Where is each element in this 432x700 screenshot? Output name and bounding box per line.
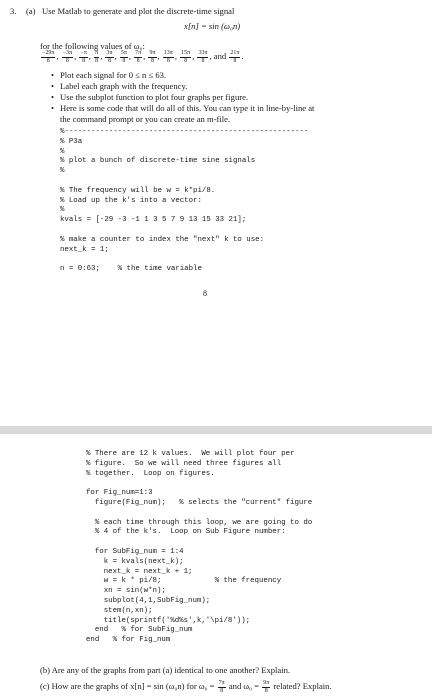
code-line: subplot(4,1,SubFig_num); [86,596,211,605]
omega-fraction: $\frac{-3\pi}{8}$ [62,50,73,64]
code-line: for SubFig_num = 1:4 [86,547,184,556]
and-word: , and [209,50,227,61]
code-line: kvals = [-29 -3 -1 1 3 5 7 9 13 15 33 21]; [60,216,247,225]
bullet-label: • Label each graph with the frequency. [60,81,187,92]
code-line: xn = sin(w*n); [86,587,166,596]
omega-fraction: $\frac{-29\pi}{8}$ [42,50,55,64]
code-line: % make a counter to index the "next" k to use: [60,235,265,244]
page-number: 8 [203,289,207,298]
code-line: % Load up the k's into a vector: [60,196,202,205]
code-line: end % for SubFig_num [86,626,193,635]
bullet-code-note: • Here is some code that will do all of this. You can type it in line-by-line at [60,103,314,114]
omega-fraction: $\frac{-\pi}{8}$ [80,50,87,64]
code-line: %------------------------------------------------------- [60,128,309,136]
omega-fraction: $\frac{13\pi}{8}$ [163,50,173,64]
bullet-subplot: • Use the subplot function to plot four graphs per figure. [60,92,248,103]
code-line: next_k = next_k + 1; [86,567,193,576]
code-line: title(sprintf('%d%s',k,'\pi/8')); [86,616,251,625]
bullet-code-note-cont: the command prompt or you can create an m-file. [60,114,231,124]
omega-fraction: $\frac{7\pi}{8}$ [135,50,142,64]
page-bottom [0,434,432,700]
code-line [86,538,312,548]
code-line: % [60,147,65,156]
code-line [86,509,312,519]
page-gap [0,426,432,434]
code-line: % [60,206,65,215]
omega-fraction: $\frac{15\pi}{8}$ [181,50,191,64]
part-b: (b) Are any of the graphs from part (a) identical to one another? Explain. [40,665,291,675]
code-line: % each time through this loop, we are going to do [86,518,313,527]
omega-fraction: $\frac{33\pi}{8}$ [198,50,208,64]
omega-values: $\frac{-29\pi}{8}$ , $\frac{-3\pi}{8}$ , $\frac{-\pi}{8}$ , $\frac{\pi}{8}$ , $\frac{3\pi}{8}$ , $\frac{5\pi}{8}$ , $\frac{7\pi}{8}$ , $\frac{9\pi}{8}$ , $\frac{13\pi}{8}$ , $\frac{15\pi}{8}$ , $\frac{33\pi}{8}$ , and $\frac{21\pi}{8}$ . [42,50,244,64]
part-a-intro: Use Matlab to generate and plot the discrete-time signal [42,6,235,16]
code-line [60,255,308,265]
part-c: (c) How are the graphs of x[n] = sin (ω₀n) for ω₀ = $\frac{7\pi}{8}$ and ω₀ = $\frac{9\pi}{8}$ related? Explain. [40,680,332,694]
code-line: % plot a bunch of discrete-time sine signals [60,157,256,166]
values-intro: for the following values of ω₀: [40,41,145,51]
part-c-fraction-1: $\frac{7\pi}{8}$ [218,680,225,694]
code-line: figure(Fig_num); % selects the "current" figure [86,498,313,507]
code-line: n = 0:63; % the time variable [60,265,202,274]
signal-equation: x[n] = sin (ω₀n) [184,21,241,31]
code-line [60,177,308,187]
code-line: stem(n,xn); [86,606,153,615]
code-line: % The frequency will be w = k*pi/8. [60,186,216,195]
code-line: next_k = 1; [60,245,109,254]
code-line: % figure. So we will need three figures all [86,459,282,468]
code-line [86,479,312,489]
bullet-plot-range: • Plot each signal for 0 ≤ n ≤ 63. [60,70,166,81]
code-line: % P3a [60,137,83,146]
omega-last-fraction: $\frac{21\pi}{8}$ [230,50,240,64]
code-line: % There are 12 k values. We will plot four per [86,450,295,458]
omega-list: $\frac{-29\pi}{8}$ , $\frac{-3\pi}{8}$ , $\frac{-\pi}{8}$ , $\frac{\pi}{8}$ , $\frac{3\pi}{8}$ , $\frac{5\pi}{8}$ , $\frac{7\pi}{8}$ , $\frac{9\pi}{8}$ , $\frac{13\pi}{8}$ , $\frac{15\pi}{8}$ , $\frac{33\pi}{8}$ [42,50,208,64]
code-line: % together. Loop on figures. [86,469,215,478]
omega-fraction: $\frac{\pi}{8}$ [95,50,99,64]
code-line [60,226,308,236]
code-line: end % for Fig_num [86,636,171,645]
code-line: k = kvals(next_k); [86,557,184,566]
code-line: % [60,167,65,176]
part-c-fraction-2: $\frac{9\pi}{8}$ [263,680,270,694]
code-block-top [60,128,308,275]
omega-fraction: $\frac{3\pi}{8}$ [106,50,113,64]
code-line: w = k * pi/8; % the frequency [86,577,282,586]
code-line: for Fig_num=1:3 [86,489,153,498]
part-a-label: (a) [26,6,36,16]
omega-fraction: $\frac{9\pi}{8}$ [149,50,156,64]
code-block-bottom [86,450,312,646]
code-line: % 4 of the k's. Loop on Sub Figure number: [86,528,286,537]
problem-number: 3. [10,6,17,16]
omega-fraction: $\frac{5\pi}{8}$ [120,50,127,64]
